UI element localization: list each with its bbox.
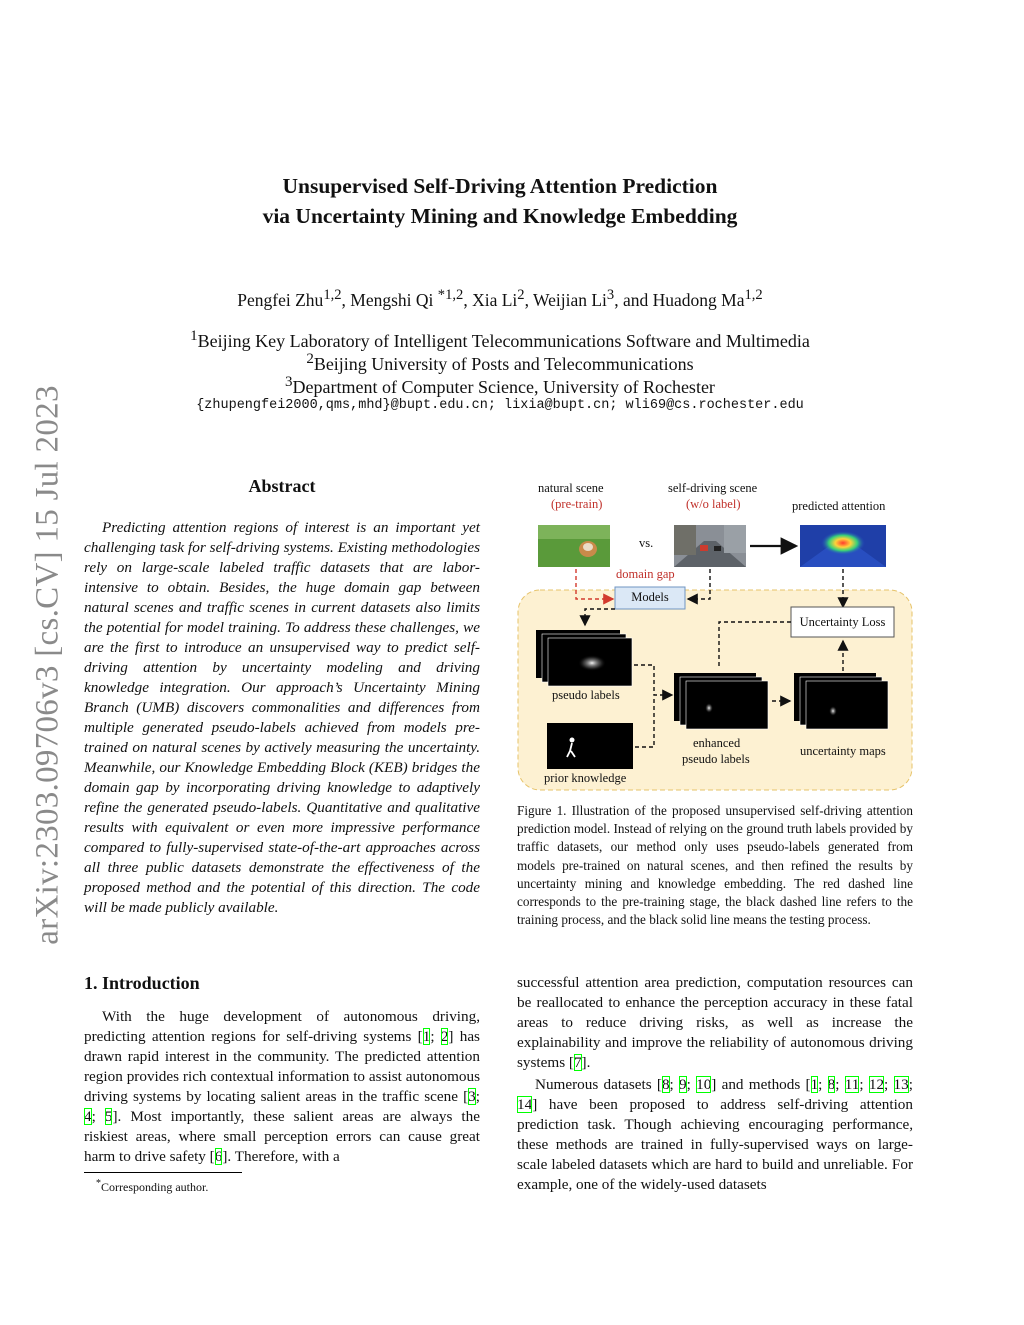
citation-sep: ; [818, 1076, 828, 1093]
intro-text: With the huge development of autonomous driving, predicting attention regions for self-driving systems [ [84, 1008, 480, 1045]
models-label: Models [631, 590, 669, 604]
self-driving-scene-label: self-driving scene [668, 481, 758, 495]
intro-paragraph-left [84, 1007, 480, 1167]
natural-scene-image [538, 525, 610, 567]
uncertainty-maps-stack [794, 673, 888, 729]
author-sup: 3 [606, 287, 615, 303]
citation-link[interactable]: 11 [844, 1076, 860, 1093]
affiliation-text: Beijing Key Laboratory of Intelligent Telecommunications Software and Multimedia [197, 331, 810, 351]
abstract-body: Predicting attention regions of interest is an important yet challenging task for self-driving systems. Existing methodologies rely on large-scale labeled traffic datasets that are labor-intensive to obtain. Besides, the huge domain gap between natural scenes and traffic scenes in current datasets also limits the potential for model training. To address these challenges, we are the first to introduce an unsupervised way to predict self-driving attention by uncertainty modeling and driving knowledge integration. Our approach’s Uncertainty Mining Branch (UMB) discovers commonalities and differences from multiple generated pseudo-labels achieved from models pre-trained on natural scenes by actively measuring the uncertainty. Meanwhile, our Knowledge Embedding Block (KEB) bridges the domain gap by incorporating driving knowledge to adaptively refine the generated pseudo-labels. Quantitative and qualitative results with equivalent or even more impressive performance compared to fully-supervised state-of-the-art approaches across all three public datasets demonstrate the effectiveness of the proposed method and the potential of this direction. The code will be made publicly available. [84, 519, 480, 916]
pretrain-label: (pre-train) [551, 497, 603, 511]
citation-link[interactable]: 1 [422, 1028, 431, 1045]
footnote-mark: * [96, 1178, 101, 1189]
intro-text: Numerous datasets [ [535, 1076, 662, 1093]
prior-knowledge-image [547, 723, 633, 769]
citation-link[interactable]: 13 [893, 1076, 909, 1093]
without-label-label: (w/o label) [686, 497, 741, 511]
enhanced-label: enhanced [693, 736, 741, 750]
intro-text: successful attention area prediction, computation resources can be reallocated to enhance the perception accuracy in these fatal areas to reduce driving risks, as well as increase the explainability and improve the reliability of autonomous driving systems [ [517, 974, 913, 1071]
citation-sep: ; [669, 1076, 680, 1093]
author-name: Pengfei Zhu [237, 289, 324, 310]
introduction-heading: 1. Introduction [84, 973, 200, 993]
citation-link[interactable]: 6 [214, 1148, 223, 1165]
arxiv-id-text: arXiv:2303.09706v3 [cs.CV] 15 Jul 2023 [29, 385, 66, 945]
citation-link[interactable]: 1 [810, 1076, 819, 1093]
paper-title-line-2: via Uncertainty Mining and Knowledge Embedding [262, 204, 738, 228]
citation-sep: ; [430, 1028, 441, 1045]
intro-text: ]. Therefore, with a [222, 1148, 340, 1165]
citation-sep: ; [884, 1076, 894, 1093]
author-list [0, 287, 1000, 311]
footnote-text: Corresponding author. [101, 1180, 209, 1194]
intro-text: ] and methods [ [711, 1076, 811, 1093]
author-name: , Mengshi Qi [341, 289, 438, 310]
intro-text: ]. Most importantly, these salient areas are always the riskiest areas, where small perception errors can cause great harm to drive safety [ [84, 1108, 480, 1165]
pseudo-labels-label: pseudo labels [552, 688, 620, 702]
intro-text: ] has drawn rapid interest in the community. The predicted attention region provides rich contextual information to assist autonomous driving systems by locating salient areas in the traffic scene [ [84, 1028, 480, 1105]
citation-sep: ; [859, 1076, 869, 1093]
prior-knowledge-label: prior knowledge [544, 771, 627, 785]
citation-link[interactable]: 14 [517, 1096, 533, 1113]
figure-1-caption: Figure 1. Illustration of the proposed unsupervised self-driving attention prediction model. Instead of relying on the ground truth labels provided by traffic datasets, our method only uses pseudo-labels generated from models pre-trained on natural scenes, and then refined the results by uncertainty mining and knowledge embedding. The red dashed line corresponds to the pre-training stage, the black dashed line refers to the training process, and the black solid line means the testing process. [517, 803, 913, 928]
predicted-attention-image [800, 525, 886, 567]
citation-sep: ; [908, 1076, 913, 1093]
natural-scene-label: natural scene [538, 481, 604, 495]
versus-label: vs. [639, 536, 654, 550]
uncertainty-loss-label: Uncertainty Loss [799, 615, 886, 629]
author-name: , and Huadong Ma [614, 289, 745, 310]
citation-sep: ; [91, 1108, 105, 1125]
intro-text: ] have been proposed to address self-driving attention prediction task. Though achieving encouraging performance, these methods are trained in fully-supervised ways on large-scale labeled datasets which are hard to build and unreliable. For example, one of the widely-used datasets [517, 1096, 913, 1193]
author-sup: *1,2 [437, 287, 464, 303]
predicted-attention-label: predicted attention [792, 499, 886, 513]
citation-link[interactable]: 2 [440, 1028, 449, 1045]
citation-link[interactable]: 8 [661, 1076, 670, 1093]
author-name: , Weijian Li [524, 289, 607, 310]
abstract-heading: Abstract [248, 476, 316, 496]
affiliation-2 [0, 351, 1000, 375]
citation-link[interactable]: 12 [868, 1076, 885, 1093]
affiliation-text: Department of Computer Science, University of Rochester [292, 377, 715, 397]
citation-sep: ; [686, 1076, 697, 1093]
arxiv-identifier [28, 365, 68, 965]
enhanced-pseudo-labels-label: pseudo labels [682, 752, 750, 766]
uncertainty-maps-label: uncertainty maps [800, 744, 886, 758]
citation-sep: ; [835, 1076, 845, 1093]
citation-link[interactable]: 10 [696, 1076, 712, 1093]
author-name: , Xia Li [463, 289, 518, 310]
footnote [96, 1178, 208, 1195]
citation-link[interactable]: 8 [827, 1076, 836, 1093]
author-sup: 2 [517, 287, 525, 303]
author-emails: {zhupengfei2000,qms,mhd}@bupt.edu.cn; lixia@bupt.cn; wli69@cs.rochester.edu [196, 398, 804, 413]
affiliation-text: Beijing University of Posts and Telecommunications [313, 354, 694, 374]
citation-link[interactable]: 4 [84, 1108, 92, 1125]
paper-title-line-1: Unsupervised Self-Driving Attention Prediction [282, 174, 718, 198]
intro-text: ]. [581, 1054, 591, 1071]
intro-paragraph-right-1 [517, 973, 913, 1073]
citation-sep: ; [475, 1088, 480, 1105]
domain-gap-label: domain gap [616, 567, 675, 581]
affiliation-1 [0, 328, 1000, 352]
self-driving-scene-image [674, 525, 746, 567]
affiliation-sup: 1 [190, 328, 198, 344]
citation-link[interactable]: 5 [104, 1108, 113, 1125]
citation-link[interactable]: 7 [573, 1054, 582, 1071]
footnote-rule [84, 1172, 242, 1173]
enhanced-pseudo-labels-stack [674, 673, 768, 729]
figure-1 [510, 475, 920, 795]
intro-paragraph-right-2 [517, 1075, 913, 1195]
affiliation-3 [0, 374, 1000, 398]
affiliation-sup: 2 [306, 351, 314, 367]
affiliation-sup: 3 [285, 374, 293, 390]
author-sup: 1,2 [323, 287, 342, 303]
citation-link[interactable]: 9 [679, 1076, 687, 1093]
pseudo-labels-stack [536, 630, 632, 686]
citation-link[interactable]: 3 [468, 1088, 476, 1105]
author-sup: 1,2 [744, 287, 763, 303]
